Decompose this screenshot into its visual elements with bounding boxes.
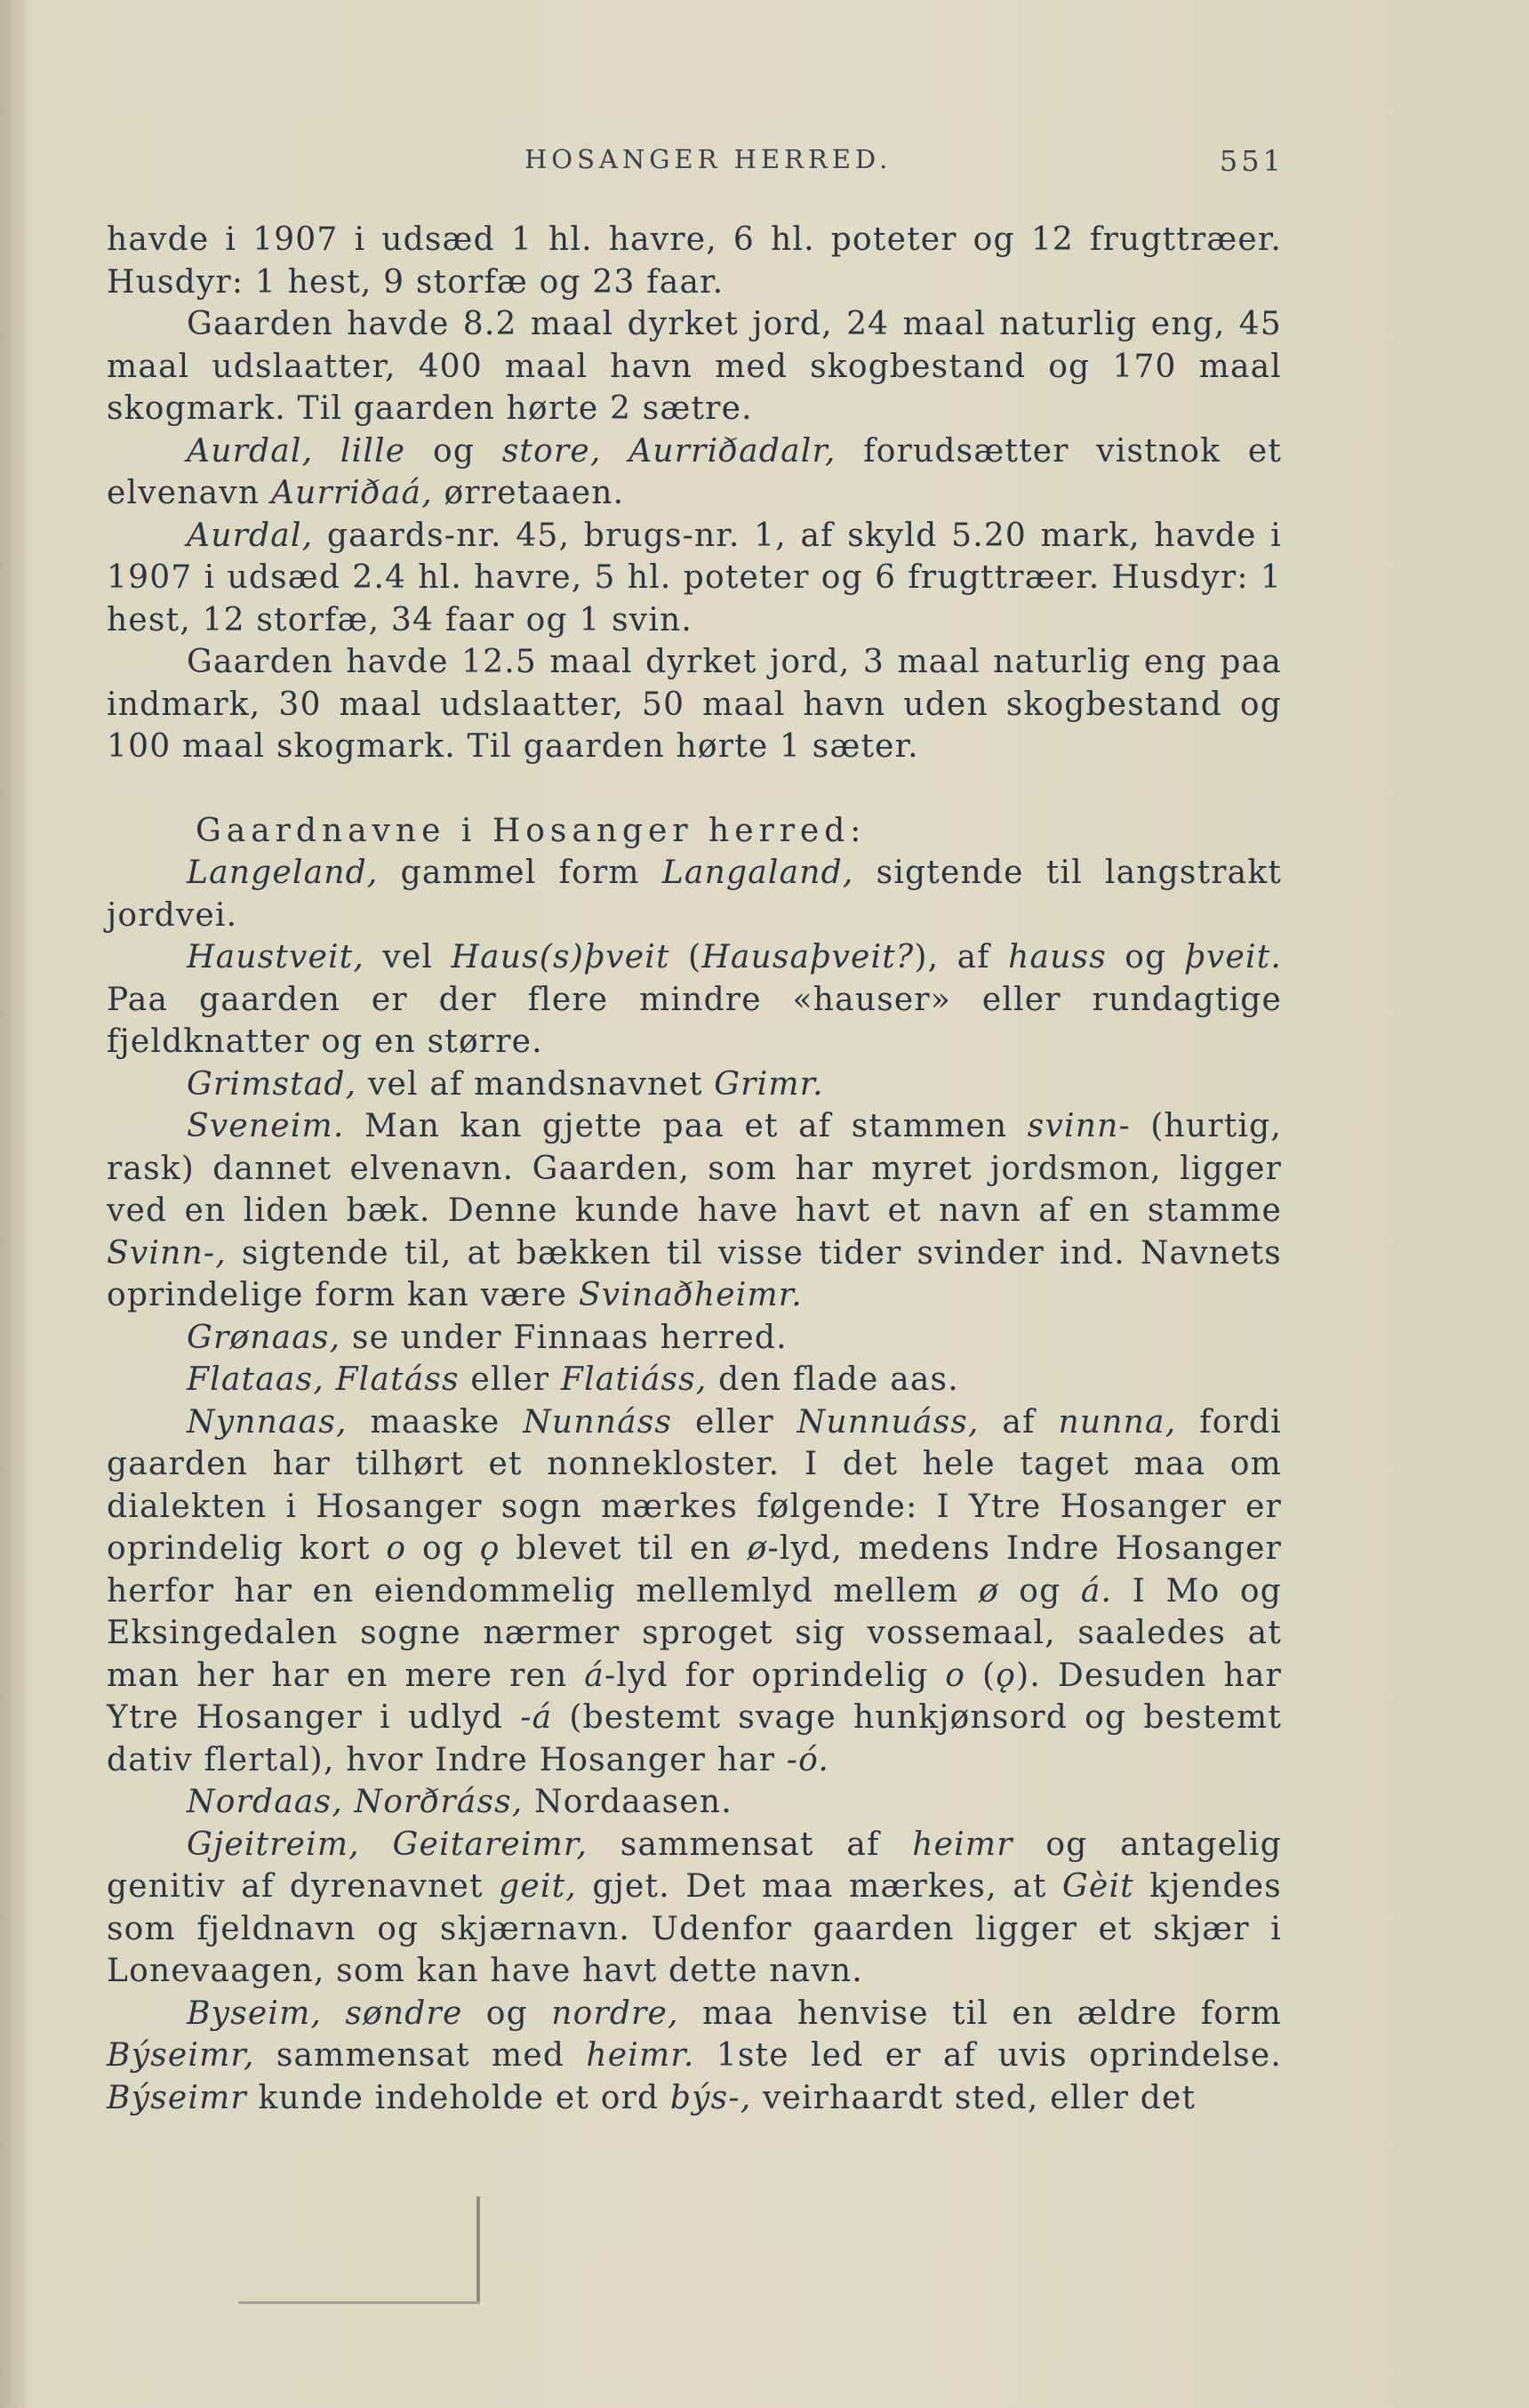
italic-term: svinn- — [1027, 1108, 1131, 1144]
text-run: maa henvise til en ældre form — [678, 1995, 1282, 2032]
text-run: ørretaaen. — [432, 475, 625, 511]
italic-term: þveit. — [1184, 939, 1282, 975]
paragraph — [107, 936, 1282, 1064]
italic-term: Nynnaas, — [187, 1403, 348, 1441]
text-run: ( — [669, 939, 702, 975]
italic-term: heimr — [912, 1826, 1013, 1863]
text-run: eller — [672, 1403, 797, 1441]
italic-term: Grønaas, — [187, 1319, 341, 1356]
italic-term: Svinn-, — [107, 1234, 227, 1272]
text-run: kjendes som fjeldnavn og skjærnavn. Udenfor gaarden ligger et skjær i Lonevaagen, som kan have havt dette navn. — [107, 1868, 1282, 1989]
scan-ruler-base — [238, 2301, 480, 2304]
italic-term: Gjeitreim, Geitareimr, — [187, 1826, 588, 1863]
italic-term: Aurriðaá, — [270, 475, 433, 511]
text-run: sammensat af — [588, 1826, 913, 1863]
text-run: og — [405, 432, 502, 470]
text-run: sigtende til langstrakt jordvei. — [107, 855, 1282, 934]
text-run: af — [979, 1403, 1059, 1441]
italic-term: Byseim, søndre — [187, 1995, 463, 2032]
text-run: og — [462, 1995, 552, 2032]
section-heading — [107, 810, 1282, 853]
paragraph — [107, 1317, 1282, 1360]
text-run: (hurtig, rask) dannet elvenavn. Gaarden, som har myret jordsmon, ligger ved en liden bæk. Denne kunde have havt et navn af en stamme — [107, 1108, 1282, 1229]
paragraph — [107, 852, 1282, 936]
text-run: 1ste led er af uvis oprindelse. — [694, 2037, 1282, 2074]
italic-term: ø — [747, 1530, 768, 1567]
italic-term: o — [386, 1530, 407, 1567]
body-text — [107, 219, 1282, 2119]
italic-term: Haustveit, — [187, 939, 365, 975]
text-run: Gaarden havde 8.2 maal dyrket jord, 24 maal naturlig eng, 45 maal udslaatter, 400 maal havn med skogbestand og 170 maal skogmark. Til gaarden hørte 2 sætre. — [107, 306, 1282, 427]
italic-term: á — [584, 1657, 604, 1694]
text-run: kunde indeholde et ord — [246, 2079, 670, 2116]
italic-term: Gèit — [1061, 1868, 1134, 1905]
page-number: 551 — [1219, 144, 1285, 178]
paragraph — [107, 641, 1282, 768]
paragraph — [107, 303, 1282, 430]
italic-term: Aurdal, — [187, 517, 314, 554]
italic-term: Grimstad, — [187, 1065, 357, 1103]
italic-term: Sveneim. — [187, 1108, 345, 1144]
page-gutter — [0, 0, 27, 2408]
italic-term: -ó. — [786, 1741, 829, 1778]
italic-term: Nunnuáss, — [797, 1403, 980, 1441]
text-run: og antagelig genitiv af dyrenavnet — [107, 1826, 1282, 1905]
paragraph — [107, 430, 1282, 515]
italic-term: Hausaþveit? — [701, 939, 915, 975]
italic-term: ø — [978, 1572, 999, 1609]
text-run: (bestemt svage hunkjønsord og bestemt dativ flertal), hvor Indre Hosanger har — [107, 1699, 1282, 1778]
paragraph — [107, 1401, 1282, 1782]
text-run: ( — [965, 1657, 997, 1694]
paragraph — [107, 1359, 1282, 1401]
text-run: havde i 1907 i udsæd 1 hl. havre, 6 hl. poteter og 12 frugttræer. Husdyr: 1 hest, 9 storfæ og 23 faar. — [107, 221, 1282, 301]
paragraph — [107, 1105, 1282, 1317]
text-run: gaards-nr. 45, brugs-nr. 1, af skyld 5.20 mark, havde i 1907 i udsæd 2.4 hl. havre, 5 hl. poteter og 6 frugttræer. Husdyr: 1 hest, 12 storfæ, 34 faar og 1 svin. — [107, 517, 1282, 638]
italic-term: á. — [1080, 1572, 1113, 1609]
italic-term: Flataas, Flatáss — [187, 1361, 460, 1398]
text-run: ). Desuden har Ytre Hosanger i udlyd — [107, 1657, 1283, 1736]
text-run: gjet. Det maa mærkes, at — [576, 1868, 1062, 1905]
italic-term: Býseimr — [107, 2079, 247, 2116]
italic-term: nunna, — [1058, 1403, 1177, 1441]
italic-term: Nordaas, Norðráss, — [187, 1784, 524, 1820]
text-run: vel — [364, 939, 452, 975]
text-run: og — [998, 1572, 1081, 1609]
running-head: HOSANGER HERRED. — [524, 144, 893, 174]
paragraph — [107, 1824, 1282, 1993]
text-run: I Mo og Eksingedalen sogne nærmer sproget sig vossemaal, saaledes at man her har en mere ren — [107, 1572, 1283, 1694]
italic-term: Svinaðheimr. — [578, 1277, 803, 1313]
paragraph — [107, 1064, 1282, 1106]
text-run: sammensat med — [254, 2037, 587, 2074]
italic-term: Flatiáss, — [560, 1361, 708, 1398]
italic-term: býs-, — [669, 2079, 752, 2116]
italic-term: nordre, — [551, 1995, 679, 2032]
text-run: blevet til en — [500, 1530, 748, 1567]
text-run: og — [406, 1530, 480, 1567]
paragraph — [107, 219, 1282, 303]
paragraph — [107, 515, 1282, 642]
text-run: fordi gaarden har tilhørt et nonnekloster. I det hele taget maa om dialekten i Hosanger sogn mærkes følgende: I Ytre Hosanger er oprindelig kort — [107, 1403, 1282, 1567]
text-run: veirhaardt sted, eller det — [751, 2079, 1197, 2116]
text-run: vel af mandsnavnet — [356, 1065, 715, 1103]
text-run: ), af — [914, 939, 1009, 975]
italic-term: o — [945, 1657, 966, 1694]
text-run: Nordaasen. — [523, 1784, 732, 1820]
text-run: Man kan gjette paa et af stammen — [344, 1108, 1028, 1144]
text-run: gammel form — [378, 855, 662, 891]
text-run: eller — [459, 1361, 561, 1398]
scan-ruler-mark — [476, 2196, 480, 2301]
text-run: maaske — [347, 1403, 524, 1441]
italic-term: geit, — [499, 1868, 577, 1905]
italic-term: hauss — [1008, 939, 1107, 975]
italic-term: heimr. — [586, 2037, 695, 2074]
italic-term: Nunnáss — [523, 1403, 673, 1441]
italic-term: store, Aurriðadalr, — [501, 432, 837, 470]
text-run: sigtende til, at bækken til visse tider svinder ind. Navnets oprindelige form kan være — [107, 1234, 1282, 1313]
text-run: forudsætter vistnok et elvenavn — [107, 432, 1282, 511]
text-run: den flade aas. — [707, 1361, 959, 1398]
text-run: -lyd, medens Indre Hosanger herfor har en eiendommelig mellemlyd mellem — [107, 1530, 1282, 1609]
italic-term: Aurdal, lille — [187, 432, 406, 470]
italic-term: Langeland, — [187, 855, 379, 891]
text-run: Gaarden havde 12.5 maal dyrket jord, 3 maal naturlig eng paa indmark, 30 maal udslaatter, 50 maal havn uden skogbestand og 100 maal skogmark. Til gaarden hørte 1 sæter. — [107, 644, 1282, 765]
italic-term: Grimr. — [714, 1065, 824, 1103]
italic-term: ǫ — [996, 1657, 1017, 1694]
text-run: -lyd for oprindelig — [604, 1657, 946, 1694]
text-run: Paa gaarden er der flere mindre «hauser» eller rundagtige fjeldknatter og en større. — [107, 981, 1282, 1060]
italic-term: Býseimr, — [107, 2037, 255, 2074]
italic-term: Langaland, — [661, 855, 854, 891]
italic-term: -á — [520, 1699, 553, 1736]
italic-term: ǫ — [479, 1530, 500, 1567]
text-run: og — [1106, 939, 1185, 975]
page-header — [107, 144, 1285, 189]
paragraph — [107, 1993, 1282, 2120]
text-run: se under Finnaas herred. — [340, 1319, 788, 1356]
text-run: Gaardnavne i Hosanger herred: — [196, 812, 867, 849]
italic-term: Haus(s)þveit — [451, 939, 670, 975]
paragraph — [107, 1781, 1282, 1824]
